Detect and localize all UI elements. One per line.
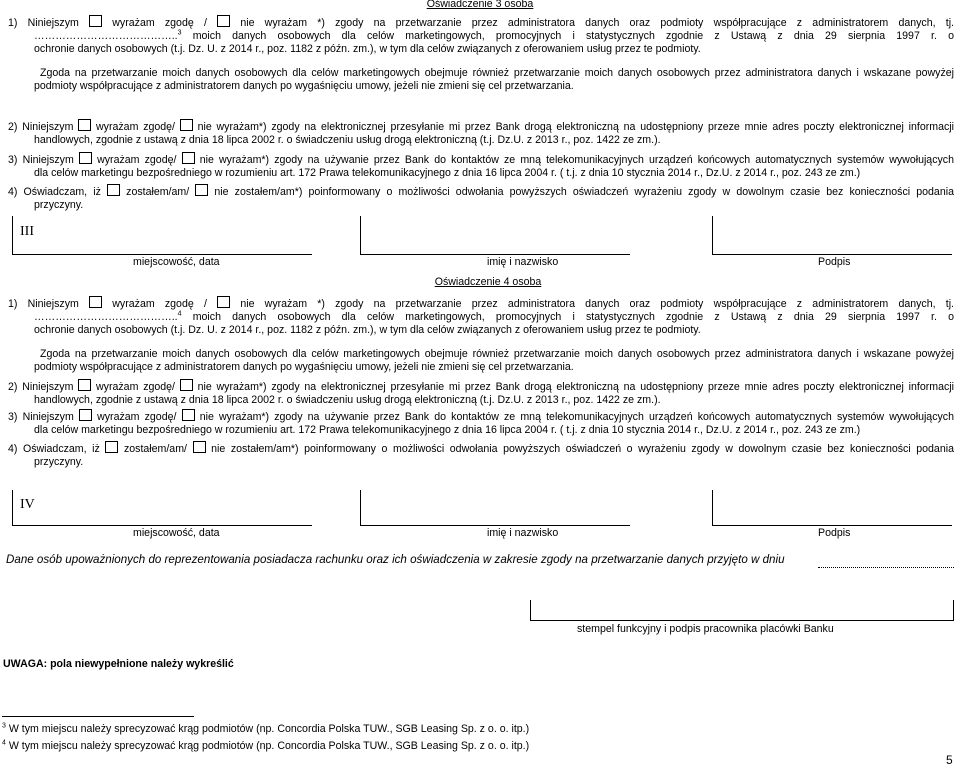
s3-sig-baseline-1 <box>12 254 312 255</box>
s3-consent-2: 2) Niniejszym wyrażam zgodę/ nie wyrażam*) zgody na elektronicznej przesyłanie mi przez Bank drogą elektroniczną na udostępniony przeze mnie adres poczty elektronicznej informacji handlowych, zgodnie z ustawą z dnia 18 lipca 2002 r. o świadczeniu usług drogą elektroniczną (t.j. Dz.U. z 2013 r., poz. 1422 ze zm.). <box>8 121 954 146</box>
s4-sig-left-tick <box>12 490 13 525</box>
s3-roman-numeral: III <box>20 224 34 239</box>
s4-sig-sign-label: Podpis <box>818 527 851 539</box>
s3-consent-2-agree-checkbox[interactable] <box>78 119 91 131</box>
s3-sig-sign-label: Podpis <box>818 256 851 268</box>
page-number: 5 <box>946 753 953 767</box>
s3-consent-4-agree-checkbox[interactable] <box>107 184 120 196</box>
s3-sig-baseline-3 <box>712 254 952 255</box>
s3-sig-tick-2 <box>360 216 361 254</box>
footnote-3 <box>2 723 529 735</box>
s4-consent-2: 2) Niniejszym wyrażam zgodę/ nie wyrażam*) zgody na elektronicznej przesyłanie mi przez Bank drogą elektroniczną na udostępniony przeze mnie adres poczty elektronicznej informacji handlowych, zgodnie z ustawą z dnia 18 lipca 2002 r. o świadczeniu usług drogą elektroniczną (t.j. Dz.U. z 2013 r., poz. 1422 ze zm.). <box>8 381 954 406</box>
s3-consent-1-disagree-checkbox[interactable] <box>217 15 230 27</box>
s4-consent-1-agree-checkbox[interactable] <box>89 296 102 308</box>
s4-consent-3: 3) Niniejszym wyrażam zgodę/ nie wyrażam*) zgody na używanie przez Bank do kontaktów ze mną telekomunikacyjnych urządzeń końcowych automatycznych systemów wywołujących dla celów marketingu bezpośredniego w rozumieniu art. 172 Prawa telekomunikacyjnego z dnia 16 lipca 2004 r. ( t.j. z dnia 10 stycznia 2014 r., Dz.U. z 2014 r., poz. 243 ze zm.) <box>8 411 954 436</box>
stamp-signature-line <box>530 620 954 621</box>
s3-consent-3-disagree-checkbox[interactable] <box>182 152 195 164</box>
section-3-title: Oświadczenie 3 osoba <box>426 0 534 10</box>
s3-consent-4: 4) Oświadczam, iż zostałem/am/ nie zostałem/am*) poinformowany o możliwości odwołania powyższych oświadczeń wyrażeniu zgody w dowolnym czasie bez konieczności podania przyczyny. <box>8 186 954 211</box>
footnote-4-mark: 4 <box>2 739 6 747</box>
s4-consent-2-agree-checkbox[interactable] <box>78 379 91 391</box>
s4-consent-2-disagree-checkbox[interactable] <box>180 379 193 391</box>
warning-note: UWAGA: pola niewypełnione należy wykreślić <box>3 658 234 670</box>
footnote-4 <box>2 740 529 752</box>
s4-consent-4-disagree-checkbox[interactable] <box>193 441 206 453</box>
authorized-date-line <box>818 567 954 568</box>
s3-sig-name-label: imię i nazwisko <box>487 256 559 268</box>
s4-consent-4-agree-checkbox[interactable] <box>105 441 118 453</box>
s3-consent-1-note: Zgoda na przetwarzanie moich danych osobowych dla celów marketingowych obejmuje również przetwarzanie moich danych osobowych przez administratora danych i wskazane powyżej podmioty współpracujące z administratorem danych po wygaśnięciu umowy, jeżeli nie zmieni się cel przetwarzania. <box>34 67 954 92</box>
stamp-signature-label: stempel funkcyjny i podpis pracownika placówki Banku <box>577 623 834 635</box>
s3-consent-1: 1) Niniejszym wyrażam zgodę / nie wyrażam *) zgody na przetwarzanie przez administratora danych oraz podmioty współpracujące z administratorem danych, tj. …………………………………..$^3$ moich danych osobowych dla celów marketingowych, promocyjnych i statystycznych zgodnie z Ustawą z dnia 29 sierpnia 1997 r. o ochronie danych osobowych (t.j. Dz. U. z 2014 r., poz. 1182 z późn. zm.), w tym dla celów związanych z oferowaniem usług przez te podmioty. <box>8 17 955 55</box>
s3-consent-4-disagree-checkbox[interactable] <box>195 184 208 196</box>
footnote-3-text: W tym miejscu należy sprecyzować krąg podmiotów (np. Concordia Polska TUW., SGB Leasing Sp. z o. o. itp.) <box>8 723 530 735</box>
s4-consent-4: 4) Oświadczam, iż zostałem/am/ nie zostałem/am*) poinformowany o możliwości odwołania powyższych oświadczeń o wyrażeniu zgody w dowolnym czasie bez konieczności podania przyczyny. <box>8 443 954 468</box>
stamp-box-left-tick <box>530 600 531 620</box>
s4-sig-place-label: miejscowość, data <box>133 527 220 539</box>
s4-sig-name-label: imię i nazwisko <box>487 527 559 539</box>
footnote-3-mark: 3 <box>2 722 6 730</box>
s4-sig-tick-3 <box>712 490 713 525</box>
s3-consent-3: 3) Niniejszym wyrażam zgodę/ nie wyrażam*) zgody na używanie przez Bank do kontaktów ze mną telekomunikacyjnych urządzeń końcowych automatycznych systemów wywołujących dla celów marketingu bezpośredniego w rozumieniu art. 172 Prawa telekomunikacyjnego z dnia 16 lipca 2004 r. ( t.j. z dnia 10 stycznia 2014 r., Dz.U. z 2014 r., poz. 243 ze zm.) <box>8 154 954 179</box>
section-4-title: Oświadczenie 4 osoba <box>434 276 542 288</box>
footnote-4-text: W tym miejscu należy sprecyzować krąg podmiotów (np. Concordia Polska TUW., SGB Leasing Sp. z o. o. itp.) <box>8 740 530 752</box>
s3-consent-1-agree-checkbox[interactable] <box>89 15 102 27</box>
stamp-box-right-tick <box>953 600 954 620</box>
s3-consent-2-disagree-checkbox[interactable] <box>180 119 193 131</box>
s4-consent-1: 1) Niniejszym wyrażam zgodę / nie wyrażam *) zgody na przetwarzanie przez administratora danych oraz podmioty współpracujące z administratorem danych, tj. …………………………………..$^4$ moich danych osobowych dla celów marketingowych, promocyjnych i statystycznych zgodnie z Ustawą z dnia 29 sierpnia 1997 r. o ochronie danych osobowych (t.j. Dz. U. z 2014 r., poz. 1182 z późn. zm.), w tym dla celów związanych z oferowaniem usług przez te podmioty. <box>8 298 955 336</box>
s4-consent-1-note: Zgoda na przetwarzanie moich danych osobowych dla celów marketingowych obejmuje również przetwarzanie moich danych osobowych przez administratora danych i wskazane powyżej podmioty współpracujące z administratorem danych po wygaśnięciu umowy, jeżeli nie zmieni się cel przetwarzania. <box>34 348 954 373</box>
s4-sig-tick-2 <box>360 490 361 525</box>
s3-sig-left-tick <box>12 216 13 254</box>
s4-consent-3-agree-checkbox[interactable] <box>79 409 92 421</box>
s4-sig-baseline-2 <box>360 525 630 526</box>
s4-sig-baseline-1 <box>12 525 312 526</box>
s3-sig-place-label: miejscowość, data <box>133 256 220 268</box>
s4-roman-numeral: IV <box>20 497 35 512</box>
s3-consent-3-agree-checkbox[interactable] <box>79 152 92 164</box>
s3-sig-baseline-2 <box>360 254 630 255</box>
s4-consent-1-disagree-checkbox[interactable] <box>217 296 230 308</box>
s3-sig-tick-3 <box>712 216 713 254</box>
s4-consent-3-disagree-checkbox[interactable] <box>182 409 195 421</box>
authorized-persons-statement: Dane osób upoważnionych do reprezentowania posiadacza rachunku oraz ich oświadczenia w zakresie zgody na przetwarzanie danych przyjęto w dniu <box>6 553 785 566</box>
s4-sig-baseline-3 <box>712 525 952 526</box>
footnote-separator <box>2 716 194 717</box>
